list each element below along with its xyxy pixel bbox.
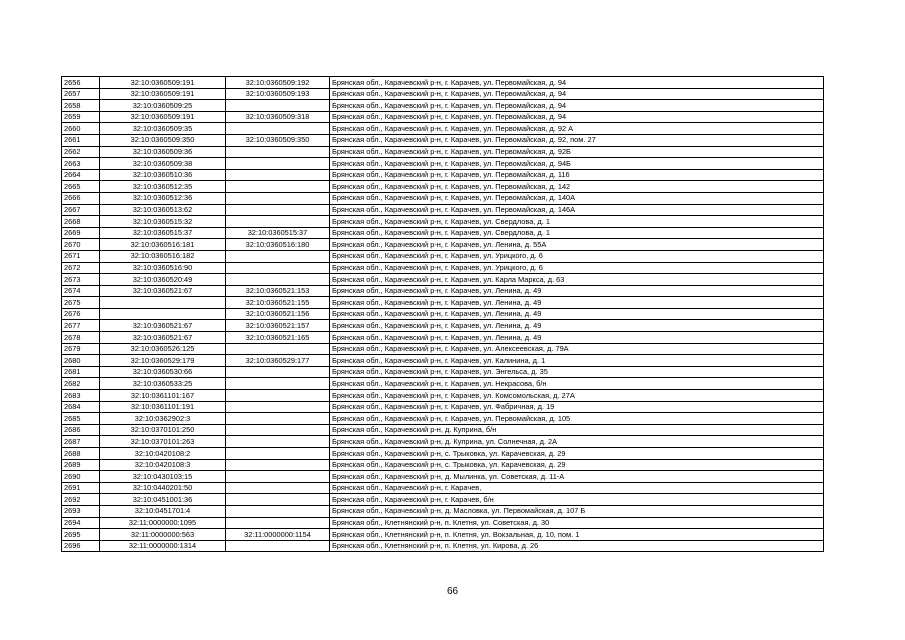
row-number-cell: 2660 xyxy=(62,123,100,135)
cadastral-number-cell: 32:10:0360509:191 xyxy=(100,77,226,89)
linked-cadastral-number-cell: 32:10:0360516:180 xyxy=(226,239,330,251)
linked-cadastral-number-cell xyxy=(226,482,330,494)
table-row xyxy=(62,134,824,146)
linked-cadastral-number-cell xyxy=(226,204,330,216)
row-number-cell: 2676 xyxy=(62,308,100,320)
linked-cadastral-number-cell xyxy=(226,378,330,390)
linked-cadastral-number-cell: 32:10:0360509:318 xyxy=(226,111,330,123)
linked-cadastral-number-cell: 32:10:0360521:165 xyxy=(226,332,330,344)
table-row xyxy=(62,436,824,448)
address-cell: Брянская обл., Карачевский р-н, д. Мылинка, ул. Советская, д. 11-А xyxy=(330,471,824,483)
row-number-cell: 2666 xyxy=(62,192,100,204)
address-cell: Брянская обл., Карачевский р-н, г. Карачев, ул. Первомайская, д. 92, пом. 27 xyxy=(330,134,824,146)
linked-cadastral-number-cell xyxy=(226,390,330,402)
linked-cadastral-number-cell xyxy=(226,192,330,204)
address-cell: Брянская обл., Карачевский р-н, г. Карачев, ул. Первомайская, д. 92Б xyxy=(330,146,824,158)
row-number-cell: 2664 xyxy=(62,169,100,181)
row-number-cell: 2690 xyxy=(62,471,100,483)
address-cell: Брянская обл., Карачевский р-н, г. Карачев, б/н xyxy=(330,494,824,506)
table-row xyxy=(62,274,824,286)
linked-cadastral-number-cell: 32:10:0360509:350 xyxy=(226,134,330,146)
cadastral-number-cell: 32:10:0361101:191 xyxy=(100,401,226,413)
linked-cadastral-number-cell xyxy=(226,146,330,158)
table-row xyxy=(62,332,824,344)
cadastral-number-cell: 32:10:0360529:179 xyxy=(100,355,226,367)
table-row xyxy=(62,517,824,529)
cadastral-number-cell: 32:10:0360509:25 xyxy=(100,100,226,112)
table-row xyxy=(62,448,824,460)
cadastral-number-cell: 32:10:0370101:263 xyxy=(100,436,226,448)
linked-cadastral-number-cell xyxy=(226,250,330,262)
address-cell: Брянская обл., Карачевский р-н, г. Карачев, ул. Энгельса, д. 35 xyxy=(330,366,824,378)
row-number-cell: 2667 xyxy=(62,204,100,216)
linked-cadastral-number-cell xyxy=(226,424,330,436)
table-row xyxy=(62,459,824,471)
address-cell: Брянская обл., Карачевский р-н, г. Карачев, ул. Первомайская, д. 105 xyxy=(330,413,824,425)
row-number-cell: 2665 xyxy=(62,181,100,193)
row-number-cell: 2669 xyxy=(62,227,100,239)
address-cell: Брянская обл., Карачевский р-н, д. Куприна, ул. Солнечная, д. 2А xyxy=(330,436,824,448)
table-row xyxy=(62,204,824,216)
address-cell: Брянская обл., Клетнянский р-н, п. Клетня, ул. Кирова, д. 26 xyxy=(330,540,824,552)
cadastral-number-cell: 32:10:0360516:90 xyxy=(100,262,226,274)
cadastral-number-cell: 32:10:0360509:36 xyxy=(100,146,226,158)
cadastral-number-cell: 32:11:0000000:1095 xyxy=(100,517,226,529)
table-row xyxy=(62,239,824,251)
address-cell: Брянская обл., Карачевский р-н, г. Карачев, ул. Ленина, д. 49 xyxy=(330,332,824,344)
table-row xyxy=(62,529,824,541)
cadastral-number-cell: 32:10:0451701:4 xyxy=(100,505,226,517)
cadastral-number-cell: 32:10:0360516:182 xyxy=(100,250,226,262)
row-number-cell: 2694 xyxy=(62,517,100,529)
linked-cadastral-number-cell xyxy=(226,343,330,355)
row-number-cell: 2680 xyxy=(62,355,100,367)
table-body xyxy=(62,77,824,552)
address-cell: Брянская обл., Карачевский р-н, г. Карачев, ул. Первомайская, д. 94 xyxy=(330,111,824,123)
linked-cadastral-number-cell xyxy=(226,413,330,425)
cadastral-number-cell: 32:11:0000000:563 xyxy=(100,529,226,541)
row-number-cell: 2656 xyxy=(62,77,100,89)
row-number-cell: 2696 xyxy=(62,540,100,552)
row-number-cell: 2677 xyxy=(62,320,100,332)
address-cell: Брянская обл., Карачевский р-н, г. Карачев, ул. Алексеевская, д. 79А xyxy=(330,343,824,355)
linked-cadastral-number-cell xyxy=(226,494,330,506)
cadastral-number-cell: 32:10:0360515:37 xyxy=(100,227,226,239)
address-cell: Брянская обл., Карачевский р-н, г. Карачев, ул. Первомайская, д. 116 xyxy=(330,169,824,181)
row-number-cell: 2672 xyxy=(62,262,100,274)
table-row xyxy=(62,366,824,378)
linked-cadastral-number-cell: 32:10:0360521:157 xyxy=(226,320,330,332)
table-row xyxy=(62,146,824,158)
table-row xyxy=(62,390,824,402)
cadastral-number-cell xyxy=(100,297,226,309)
table-row xyxy=(62,482,824,494)
address-cell: Брянская обл., Карачевский р-н, д. Куприна, б/н xyxy=(330,424,824,436)
table-row xyxy=(62,285,824,297)
cadastral-number-cell: 32:10:0360530:66 xyxy=(100,366,226,378)
cadastral-number-cell: 32:10:0430103:15 xyxy=(100,471,226,483)
table-row xyxy=(62,424,824,436)
row-number-cell: 2685 xyxy=(62,413,100,425)
linked-cadastral-number-cell xyxy=(226,158,330,170)
table-row xyxy=(62,77,824,89)
table-row xyxy=(62,378,824,390)
cadastral-number-cell: 32:10:0360516:181 xyxy=(100,239,226,251)
address-cell: Брянская обл., Карачевский р-н, г. Карачев, ул. Первомайская, д. 92 А xyxy=(330,123,824,135)
table-row xyxy=(62,227,824,239)
cadastral-number-cell: 32:10:0360520:49 xyxy=(100,274,226,286)
linked-cadastral-number-cell: 32:10:0360529:177 xyxy=(226,355,330,367)
table-row xyxy=(62,250,824,262)
address-cell: Брянская обл., Карачевский р-н, г. Карачев, ул. Карла Маркса, д. 63 xyxy=(330,274,824,286)
address-cell: Брянская обл., Карачевский р-н, г. Карачев, ул. Фабричная, д. 19 xyxy=(330,401,824,413)
cadastral-number-cell: 32:10:0360512:36 xyxy=(100,192,226,204)
table-row xyxy=(62,100,824,112)
cadastral-number-cell: 32:10:0360509:38 xyxy=(100,158,226,170)
row-number-cell: 2687 xyxy=(62,436,100,448)
table-row xyxy=(62,343,824,355)
cadastral-number-cell: 32:10:0420108:2 xyxy=(100,448,226,460)
table-row xyxy=(62,111,824,123)
table-row xyxy=(62,181,824,193)
cadastral-number-cell: 32:10:0440201:50 xyxy=(100,482,226,494)
row-number-cell: 2681 xyxy=(62,366,100,378)
row-number-cell: 2679 xyxy=(62,343,100,355)
row-number-cell: 2668 xyxy=(62,216,100,228)
address-cell: Брянская обл., Карачевский р-н, с. Трыковка, ул. Карачевская, д. 29 xyxy=(330,448,824,460)
row-number-cell: 2670 xyxy=(62,239,100,251)
linked-cadastral-number-cell xyxy=(226,262,330,274)
linked-cadastral-number-cell: 32:10:0360521:155 xyxy=(226,297,330,309)
address-cell: Брянская обл., Карачевский р-н, г. Карачев, ул. Свердлова, д. 1 xyxy=(330,227,824,239)
cadastral-number-cell: 32:10:0360509:191 xyxy=(100,88,226,100)
table-row xyxy=(62,88,824,100)
linked-cadastral-number-cell xyxy=(226,471,330,483)
table-row xyxy=(62,320,824,332)
table-row xyxy=(62,169,824,181)
row-number-cell: 2688 xyxy=(62,448,100,460)
table-row xyxy=(62,505,824,517)
cadastral-number-cell: 32:10:0361101:167 xyxy=(100,390,226,402)
row-number-cell: 2682 xyxy=(62,378,100,390)
linked-cadastral-number-cell: 32:10:0360521:153 xyxy=(226,285,330,297)
linked-cadastral-number-cell xyxy=(226,123,330,135)
address-cell: Брянская обл., Карачевский р-н, г. Карачев, ул. Ленина, д. 49 xyxy=(330,297,824,309)
row-number-cell: 2695 xyxy=(62,529,100,541)
row-number-cell: 2662 xyxy=(62,146,100,158)
row-number-cell: 2673 xyxy=(62,274,100,286)
cadastral-number-cell: 32:10:0360533:25 xyxy=(100,378,226,390)
cadastral-number-cell: 32:10:0360509:35 xyxy=(100,123,226,135)
address-cell: Брянская обл., Карачевский р-н, г. Карачев, ул. Ленина, д. 49 xyxy=(330,320,824,332)
linked-cadastral-number-cell xyxy=(226,169,330,181)
table-row xyxy=(62,540,824,552)
linked-cadastral-number-cell xyxy=(226,517,330,529)
address-cell: Брянская обл., Карачевский р-н, г. Карачев, ул. Калинина, д. 1 xyxy=(330,355,824,367)
cadastral-number-cell: 32:10:0360515:32 xyxy=(100,216,226,228)
cadastral-number-cell: 32:10:0360526:125 xyxy=(100,343,226,355)
table-row xyxy=(62,413,824,425)
address-cell: Брянская обл., Карачевский р-н, д. Масловка, ул. Первомайская, д. 107 Б xyxy=(330,505,824,517)
table-row xyxy=(62,494,824,506)
address-cell: Брянская обл., Карачевский р-н, г. Карачев, ул. Первомайская, д. 94 xyxy=(330,88,824,100)
table-row xyxy=(62,308,824,320)
linked-cadastral-number-cell: 32:10:0360515:37 xyxy=(226,227,330,239)
row-number-cell: 2689 xyxy=(62,459,100,471)
cadastral-number-cell: 32:10:0360509:350 xyxy=(100,134,226,146)
linked-cadastral-number-cell: 32:11:0000000:1154 xyxy=(226,529,330,541)
row-number-cell: 2657 xyxy=(62,88,100,100)
cadastral-number-cell xyxy=(100,308,226,320)
table-row xyxy=(62,262,824,274)
row-number-cell: 2663 xyxy=(62,158,100,170)
linked-cadastral-number-cell: 32:10:0360509:192 xyxy=(226,77,330,89)
row-number-cell: 2674 xyxy=(62,285,100,297)
cadastral-number-cell: 32:10:0360521:67 xyxy=(100,285,226,297)
linked-cadastral-number-cell xyxy=(226,274,330,286)
linked-cadastral-number-cell xyxy=(226,181,330,193)
table-row xyxy=(62,401,824,413)
address-cell: Брянская обл., Карачевский р-н, г. Карачев, ул. Некрасова, б/н xyxy=(330,378,824,390)
address-cell: Брянская обл., Карачевский р-н, г. Карачев, ул. Урицкого, д. 6 xyxy=(330,262,824,274)
linked-cadastral-number-cell: 32:10:0360509:193 xyxy=(226,88,330,100)
linked-cadastral-number-cell: 32:10:0360521:156 xyxy=(226,308,330,320)
address-cell: Брянская обл., Карачевский р-н, г. Карачев, ул. Ленина, д. 49 xyxy=(330,285,824,297)
table-row xyxy=(62,158,824,170)
cadastral-number-cell: 32:10:0360513:62 xyxy=(100,204,226,216)
linked-cadastral-number-cell xyxy=(226,505,330,517)
cadastral-number-cell: 32:10:0370101:250 xyxy=(100,424,226,436)
address-cell: Брянская обл., Клетнянский р-н, п. Клетня, ул. Вокзальная, д. 10, пом. 1 xyxy=(330,529,824,541)
address-cell: Брянская обл., Клетнянский р-н, п. Клетня, ул. Советская, д. 30 xyxy=(330,517,824,529)
address-cell: Брянская обл., Карачевский р-н, г. Карачев, ул. Первомайская, д. 140А xyxy=(330,192,824,204)
linked-cadastral-number-cell xyxy=(226,100,330,112)
row-number-cell: 2691 xyxy=(62,482,100,494)
cadastral-number-cell: 32:10:0360509:191 xyxy=(100,111,226,123)
address-cell: Брянская обл., Карачевский р-н, с. Трыковка, ул. Карачевская, д. 29 xyxy=(330,459,824,471)
linked-cadastral-number-cell xyxy=(226,401,330,413)
linked-cadastral-number-cell xyxy=(226,459,330,471)
property-register-table xyxy=(61,76,824,552)
address-cell: Брянская обл., Карачевский р-н, г. Карачев, xyxy=(330,482,824,494)
address-cell: Брянская обл., Карачевский р-н, г. Карачев, ул. Первомайская, д. 94Б xyxy=(330,158,824,170)
table-row xyxy=(62,471,824,483)
row-number-cell: 2692 xyxy=(62,494,100,506)
table-row xyxy=(62,216,824,228)
address-cell: Брянская обл., Карачевский р-н, г. Карачев, ул. Ленина, д. 55А xyxy=(330,239,824,251)
page-number: 66 xyxy=(446,586,459,597)
cadastral-number-cell: 32:10:0360510:36 xyxy=(100,169,226,181)
row-number-cell: 2684 xyxy=(62,401,100,413)
address-cell: Брянская обл., Карачевский р-н, г. Карачев, ул. Первомайская, д. 94 xyxy=(330,77,824,89)
cadastral-number-cell: 32:10:0420108:3 xyxy=(100,459,226,471)
row-number-cell: 2675 xyxy=(62,297,100,309)
linked-cadastral-number-cell xyxy=(226,216,330,228)
row-number-cell: 2683 xyxy=(62,390,100,402)
linked-cadastral-number-cell xyxy=(226,448,330,460)
table-row xyxy=(62,355,824,367)
table-row xyxy=(62,192,824,204)
linked-cadastral-number-cell xyxy=(226,436,330,448)
address-cell: Брянская обл., Карачевский р-н, г. Карачев, ул. Первомайская, д. 146А xyxy=(330,204,824,216)
row-number-cell: 2678 xyxy=(62,332,100,344)
cadastral-number-cell: 32:10:0360521:67 xyxy=(100,332,226,344)
address-cell: Брянская обл., Карачевский р-н, г. Карачев, ул. Урицкого, д. 6 xyxy=(330,250,824,262)
row-number-cell: 2659 xyxy=(62,111,100,123)
cadastral-number-cell: 32:11:0000000:1314 xyxy=(100,540,226,552)
row-number-cell: 2661 xyxy=(62,134,100,146)
row-number-cell: 2693 xyxy=(62,505,100,517)
cadastral-number-cell: 32:10:0360521:67 xyxy=(100,320,226,332)
cadastral-number-cell: 32:10:0360512:35 xyxy=(100,181,226,193)
row-number-cell: 2658 xyxy=(62,100,100,112)
cadastral-number-cell: 32:10:0451001:36 xyxy=(100,494,226,506)
address-cell: Брянская обл., Карачевский р-н, г. Карачев, ул. Ленина, д. 49 xyxy=(330,308,824,320)
address-cell: Брянская обл., Карачевский р-н, г. Карачев, ул. Комсомольская, д. 27А xyxy=(330,390,824,402)
table-row xyxy=(62,123,824,135)
address-cell: Брянская обл., Карачевский р-н, г. Карачев, ул. Первомайская, д. 94 xyxy=(330,100,824,112)
cadastral-number-cell: 32:10:0362902:3 xyxy=(100,413,226,425)
linked-cadastral-number-cell xyxy=(226,540,330,552)
address-cell: Брянская обл., Карачевский р-н, г. Карачев, ул. Первомайская, д. 142 xyxy=(330,181,824,193)
row-number-cell: 2671 xyxy=(62,250,100,262)
table-row xyxy=(62,297,824,309)
row-number-cell: 2686 xyxy=(62,424,100,436)
address-cell: Брянская обл., Карачевский р-н, г. Карачев, ул. Свердлова, д. 1 xyxy=(330,216,824,228)
linked-cadastral-number-cell xyxy=(226,366,330,378)
